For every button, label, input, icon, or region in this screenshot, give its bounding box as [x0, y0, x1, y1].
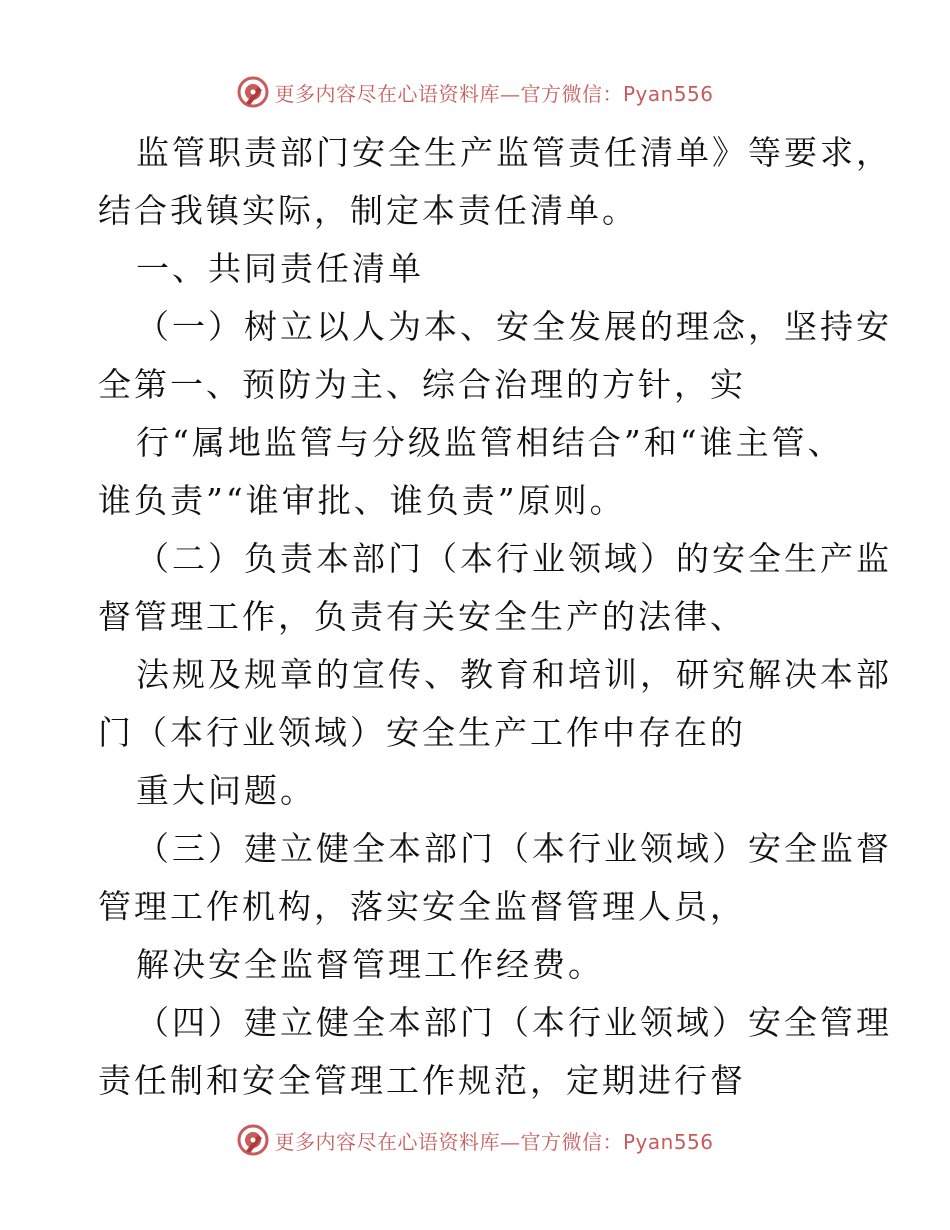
footer-banner	[0, 1118, 950, 1162]
text-line: 门（本行业领域）安全生产工作中存在的	[98, 713, 746, 752]
pen-nib-circle-logo	[236, 75, 270, 109]
text-line: 责任制和安全管理工作规范，定期进行督	[98, 1061, 746, 1100]
text-line: 结合我镇实际，制定本责任清单。	[98, 191, 638, 230]
text-line: （四）建立健全本部门（本行业领域）安全管理	[136, 1003, 892, 1042]
text-line: 全第一、预防为主、综合治理的方针，实	[98, 365, 746, 404]
text-line: 行“属地监管与分级监管相结合”和“谁主管、	[136, 423, 844, 462]
banner-text: 更多内容尽在心语资料库—官方微信：Pyan556	[274, 81, 714, 106]
text-line: 谁负责”“谁审批、谁负责”原则。	[98, 481, 626, 520]
banner-text: 更多内容尽在心语资料库—官方微信：Pyan556	[274, 1129, 714, 1154]
header-banner	[0, 70, 950, 114]
text-line: 解决安全监督管理工作经费。	[136, 945, 604, 984]
pen-nib-circle-logo	[236, 1123, 270, 1157]
text-line: （二）负责本部门（本行业领域）的安全生产监	[136, 539, 892, 578]
text-line: 法规及规章的宣传、教育和培训，研究解决本部	[136, 655, 892, 694]
text-line: 督管理工作，负责有关安全生产的法律、	[98, 597, 746, 636]
text-line: （一）树立以人为本、安全发展的理念，坚持安	[136, 307, 892, 346]
text-line: （三）建立健全本部门（本行业领域）安全监督	[136, 829, 892, 868]
text-line: 重大问题。	[136, 771, 316, 810]
section-heading: 一、共同责任清单	[136, 249, 424, 288]
text-line: 监管职责部门安全生产监管责任清单》等要求，	[136, 133, 892, 172]
document-body	[98, 124, 892, 1110]
text-line: 管理工作机构，落实安全监督管理人员，	[98, 887, 746, 926]
